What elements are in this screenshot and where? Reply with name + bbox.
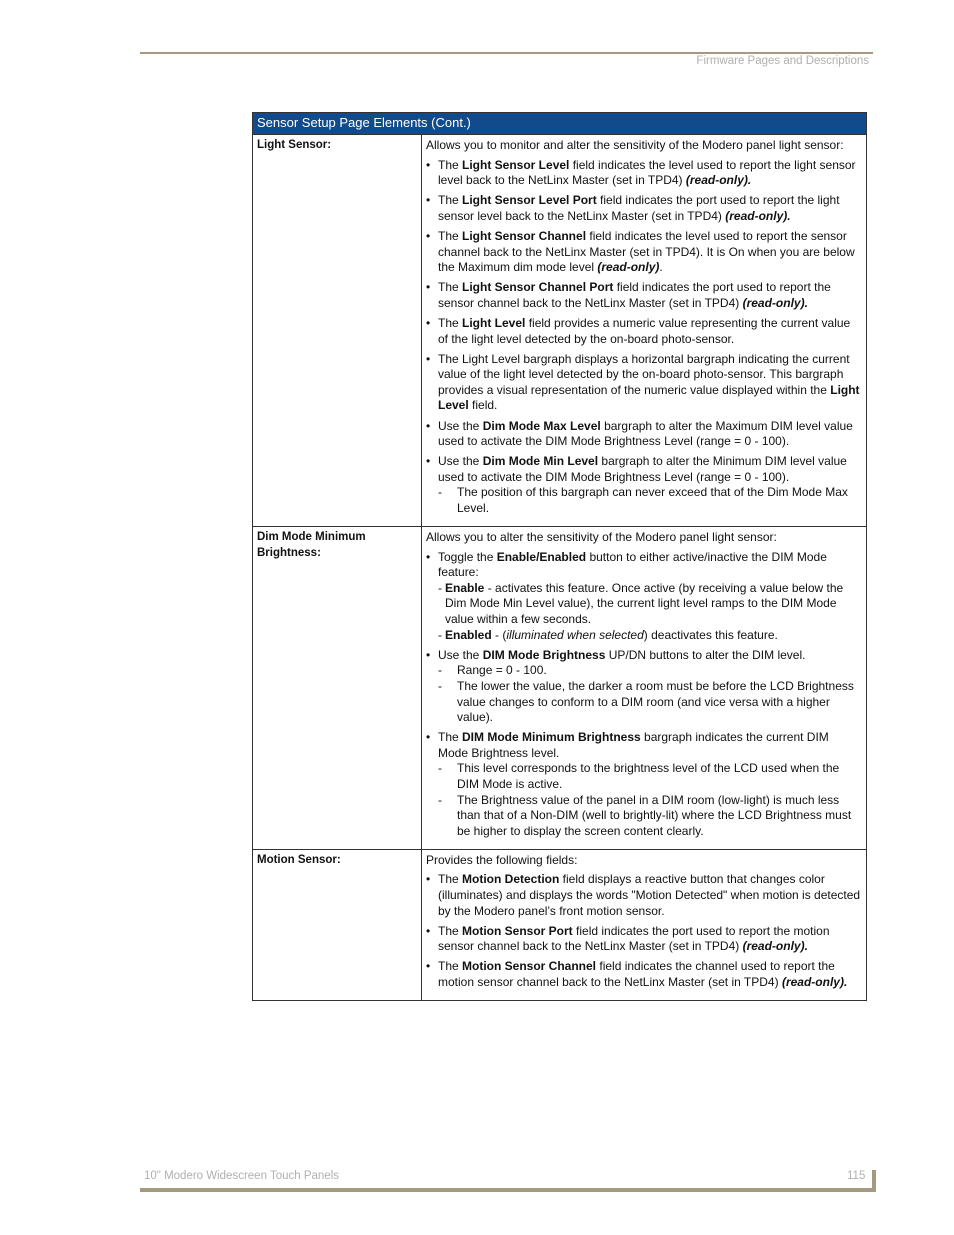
footer-rule	[140, 1188, 876, 1192]
list-item: • The Light Level field provides a numeric value representing the current value of the light level detected by the on-board photo-sensor.	[426, 316, 862, 347]
table-row	[253, 849, 867, 1000]
list-item: • Use the Dim Mode Min Level bargraph to alter the Minimum DIM level value used to activate the DIM Mode Brightness Level (range = 0 - 100). - The position of this bargraph can never exceed that of the Dim Mode Max Level.	[426, 454, 862, 516]
row-label: Light Sensor:	[253, 135, 422, 527]
row-intro: Allows you to alter the sensitivity of the Modero panel light sensor:	[426, 530, 777, 545]
bullet-list	[426, 872, 862, 990]
row-label: Motion Sensor:	[253, 849, 422, 1000]
table-row	[253, 527, 867, 850]
list-item: • Use the Dim Mode Max Level bargraph to alter the Maximum DIM level value used to activate the DIM Mode Brightness Level (range = 0 - 100).	[426, 419, 862, 450]
list-item: • Toggle the Enable/Enabled button to either active/inactive the DIM Mode feature: - Enable - activates this feature. Once active (by receiving a value below the Dim Mode Min Level value), the current light level ramps to the DIM Mode value within a few seconds. - Enabled - (illuminated when selected) deactivates this feature.	[426, 550, 862, 644]
row-label: Dim Mode Minimum Brightness:	[253, 527, 422, 850]
row-intro: Provides the following fields:	[426, 852, 578, 867]
list-item: • The Light Sensor Channel Port field indicates the port used to report the sensor channel back to the NetLinx Master (set in TPD4) (read-only).	[426, 280, 862, 311]
list-item: • The Light Level bargraph displays a horizontal bargraph indicating the current value of the light level detected by the on-board photo-sensor. This bargraph provides a visual representation of the numeric value displayed within the Light Level field.	[426, 352, 862, 414]
list-item: • The Light Sensor Level field indicates the level used to report the light sensor level back to the NetLinx Master (set in TPD4) (read-only).	[426, 158, 862, 189]
row-intro: Allows you to monitor and alter the sensitivity of the Modero panel light sensor:	[426, 138, 844, 152]
sub-item: - The position of this bargraph can never exceed that of the Dim Mode Max Level.	[438, 485, 862, 516]
header-rule	[140, 52, 873, 54]
sub-item: - Range = 0 - 100.	[438, 663, 862, 679]
sub-item: - This level corresponds to the brightness level of the LCD used when the DIM Mode is active.	[438, 761, 862, 792]
sub-item: - The lower the value, the darker a room must be before the LCD Brightness value changes to conform to a DIM room (and vice versa with a higher value).	[438, 679, 862, 726]
sub-item: - The Brightness value of the panel in a DIM room (low-light) is much less than that of a Non-DIM (well to brightly-lit) where the LCD Brightness must be higher to display the screen content clearly.	[438, 793, 862, 840]
row-description	[422, 849, 867, 1000]
table-title: Sensor Setup Page Elements (Cont.)	[253, 113, 867, 135]
list-item: • The Motion Sensor Port field indicates the port used to report the motion sensor channel back to the NetLinx Master (set in TPD4) (read-only).	[426, 924, 862, 955]
list-item: • The Light Sensor Level Port field indicates the port used to report the light sensor level back to the NetLinx Master (set in TPD4) (read-only).	[426, 193, 862, 224]
bullet-list	[426, 158, 862, 517]
page-number: 115	[847, 1170, 866, 1182]
sensor-setup-table	[252, 112, 867, 1001]
row-description	[422, 527, 867, 850]
list-item: • The Motion Detection field displays a reactive button that changes color (illuminates) and displays the words "Motion Detected" when motion is detected by the Modero panel’s front motion sensor.	[426, 872, 862, 919]
sub-item: - Enabled - (illuminated when selected) deactivates this feature.	[438, 628, 862, 644]
footer-tick	[872, 1170, 876, 1192]
section-title: Firmware Pages and Descriptions	[696, 55, 869, 67]
sub-item: - Enable - activates this feature. Once active (by receiving a value below the Dim Mode Min Level value), the current light level ramps to the DIM Mode value within a few seconds.	[438, 581, 862, 628]
list-item: • The Motion Sensor Channel field indicates the channel used to report the motion sensor channel back to the NetLinx Master (set in TPD4) (read-only).	[426, 959, 862, 990]
bullet-list	[426, 550, 862, 840]
list-item: • The Light Sensor Channel field indicates the level used to report the sensor channel back to the NetLinx Master (set in TPD4). It is On when you are below the Maximum dim mode level (read-only).	[426, 229, 862, 276]
table-row	[253, 135, 867, 527]
row-description	[422, 135, 867, 527]
list-item: • Use the DIM Mode Brightness UP/DN buttons to alter the DIM level. - Range = 0 - 100. - The lower the value, the darker a room must be before the LCD Brightness value changes to conform to a DIM room (and vice versa with a higher value).	[426, 648, 862, 726]
list-item: • The DIM Mode Minimum Brightness bargraph indicates the current DIM Mode Brightness level. - This level corresponds to the brightness level of the LCD used when the DIM Mode is active. - The Brightness value of the panel in a DIM room (low-light) is much less than that of a Non-DIM (well to brightly-lit) where the LCD Brightness must be higher to display the screen content clearly.	[426, 730, 862, 839]
footer-title: 10" Modero Widescreen Touch Panels	[144, 1170, 340, 1182]
